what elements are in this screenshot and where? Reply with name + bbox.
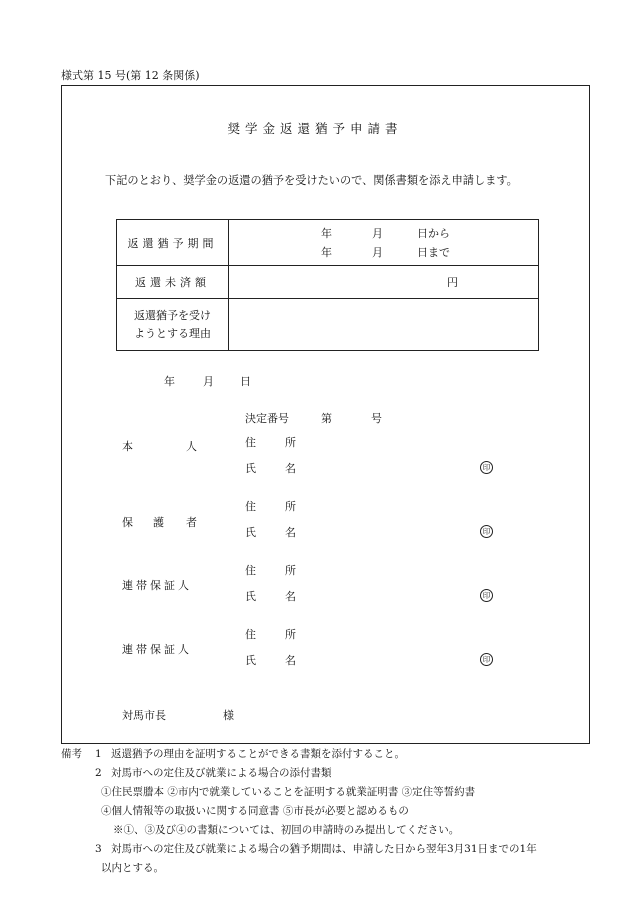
reason-label-line1: 返還猶予を受け xyxy=(134,308,211,322)
date-year: 年 xyxy=(164,375,175,388)
note-3-number: 3 xyxy=(95,843,102,855)
note-2-number: 2 xyxy=(95,767,102,779)
period-to-month: 月 xyxy=(372,246,383,259)
period-label: 返還猶予期間 xyxy=(127,236,218,250)
period-from-month: 月 xyxy=(372,227,383,240)
note-1-text: 返還猶予の理由を証明することができる書類を添付すること。 xyxy=(111,748,405,760)
note-2a-text: ①住民票謄本 ②市内で就業していることを証明する就業証明書 ③定住等誓約書 xyxy=(101,786,476,798)
document-title: 奨学金返還猶予申請書 xyxy=(227,121,403,136)
period-to-year: 年 xyxy=(321,246,332,259)
addressee-honorific: 様 xyxy=(223,709,234,722)
guarantor2-name-label-2: 名 xyxy=(285,654,296,667)
guardian-name-label-1: 氏 xyxy=(245,526,256,539)
unpaid-row xyxy=(117,266,539,299)
note-2c-text: ※①、③及び④の書類については、初回の申請時のみ提出してください。 xyxy=(113,824,460,836)
period-to-day: 日まで xyxy=(417,246,450,259)
deferment-info-table xyxy=(116,219,539,351)
applicant-name-label-2: 名 xyxy=(285,462,296,475)
reason-field[interactable] xyxy=(229,299,539,351)
note-3-text: 対馬市への定住及び就業による場合の猶予期間は、申請した日から翌年3月31日までの1年 xyxy=(111,843,537,855)
unpaid-amount-field[interactable] xyxy=(229,266,539,299)
unpaid-label-cell xyxy=(117,266,229,299)
applicant-seal-icon: 印 xyxy=(480,461,493,474)
date-month: 月 xyxy=(203,375,214,388)
guardian-label-1: 保 xyxy=(122,516,133,529)
period-from-line xyxy=(229,225,538,241)
decision-number-label: 決定番号 xyxy=(245,412,289,425)
applicant-address-label-1: 住 xyxy=(245,436,256,449)
guarantor1-address-label-1: 住 xyxy=(245,564,256,577)
period-to-line xyxy=(229,244,538,260)
guarantor2-seal-icon: 印 xyxy=(480,653,493,666)
applicant-label-2: 人 xyxy=(186,440,197,453)
reason-label-cell xyxy=(117,299,229,351)
guarantor2-address-label-2: 所 xyxy=(285,628,296,641)
guarantor1-name-label-2: 名 xyxy=(285,590,296,603)
guardian-address-label-1: 住 xyxy=(245,500,256,513)
guardian-label-2: 護 xyxy=(153,516,164,529)
decision-dai: 第 xyxy=(321,412,332,425)
form-number-label: 様式第 15 号(第 12 条関係) xyxy=(61,69,200,82)
note-3-cont-text: 以内とする。 xyxy=(101,862,164,874)
notes-heading: 備考 xyxy=(61,748,82,760)
guardian-name-label-2: 名 xyxy=(285,526,296,539)
guardian-seal-icon: 印 xyxy=(480,525,493,538)
note-2b-text: ④個人情報等の取扱いに関する同意書 ⑤市長が必要と認めるもの xyxy=(101,805,409,817)
guarantor2-label: 連帯保証人 xyxy=(122,643,192,656)
guardian-address-label-2: 所 xyxy=(285,500,296,513)
period-from-day: 日から xyxy=(417,227,450,240)
period-field[interactable] xyxy=(229,220,539,266)
guarantor1-name-label-1: 氏 xyxy=(245,590,256,603)
note-2 xyxy=(61,764,332,783)
note-1-number: 1 xyxy=(95,748,102,760)
note-2b xyxy=(61,802,409,821)
guarantor1-address-label-2: 所 xyxy=(285,564,296,577)
guarantor1-seal-icon: 印 xyxy=(480,589,493,602)
note-1 xyxy=(61,745,405,764)
note-2c xyxy=(61,821,460,840)
note-3 xyxy=(61,840,537,859)
applicant-address-label-2: 所 xyxy=(285,436,296,449)
decision-go: 号 xyxy=(371,412,382,425)
applicant-label-1: 本 xyxy=(122,440,133,453)
period-row xyxy=(117,220,539,266)
date-day: 日 xyxy=(240,375,251,388)
note-2-text: 対馬市への定住及び就業による場合の添付書類 xyxy=(111,767,332,779)
reason-label-line2: ようとする理由 xyxy=(134,326,211,340)
guarantor1-label: 連帯保証人 xyxy=(122,579,192,592)
period-label-cell xyxy=(117,220,229,266)
intro-text: 下記のとおり、奨学金の返還の猶予を受けたいので、関係書類を添え申請します。 xyxy=(105,174,518,187)
yen-unit: 円 xyxy=(447,276,458,289)
reason-row xyxy=(117,299,539,351)
note-3-cont xyxy=(61,859,164,878)
guarantor2-name-label-1: 氏 xyxy=(245,654,256,667)
unpaid-label: 返還未済額 xyxy=(135,276,210,289)
period-from-year: 年 xyxy=(321,227,332,240)
applicant-name-label-1: 氏 xyxy=(245,462,256,475)
notes-section xyxy=(61,745,537,878)
guarantor2-address-label-1: 住 xyxy=(245,628,256,641)
addressee-name: 対馬市長 xyxy=(122,709,166,722)
note-2a xyxy=(61,783,476,802)
guardian-label-3: 者 xyxy=(186,516,197,529)
